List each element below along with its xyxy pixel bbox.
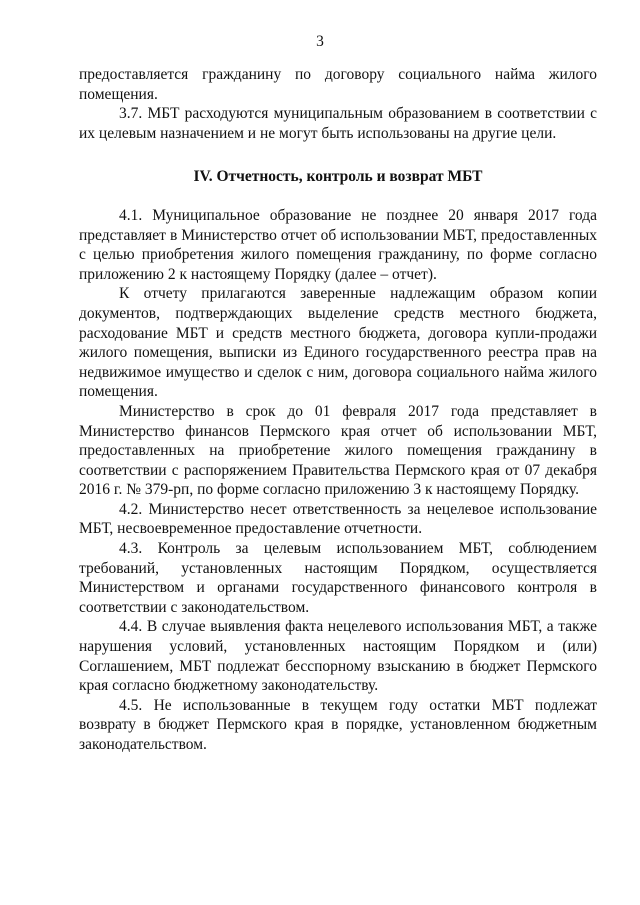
- paragraph-3-7: 3.7. МБТ расходуются муниципальным образованием в соответствии с их целевым назначением и не могут быть использованы на другие цели.: [79, 105, 597, 142]
- page-number: 3: [316, 33, 324, 50]
- paragraph-4-5: 4.5. Не использованные в текущем году остатки МБТ подлежат возврату в бюджет Пермского края в порядке, установленном бюджетным законодательством.: [79, 696, 597, 753]
- section-heading: IV. Отчетность, контроль и возврат МБТ: [193, 168, 483, 186]
- paragraph-4-3: 4.3. Контроль за целевым использованием МБТ, соблюдением требований, установленных настоящим Порядком, осуществляется Министерством и органами государственного финансового контроля в соответствии с законодательством.: [79, 540, 597, 616]
- document-body: [79, 65, 597, 755]
- paragraph-4-4: 4.4. В случае выявления факта нецелевого использования МБТ, а также нарушения условий, установленных настоящим Порядком и (или) Соглашением, МБТ подлежат бесспорному взысканию в бюджет Пермского края согласно бюджетному законодательству.: [79, 618, 597, 695]
- paragraph-ministry-report: Министерство в срок до 01 февраля 2017 года представляет в Министерство финансов Пермского края отчет об использовании МБТ, предоставленных на приобретение жилого помещения гражданину в соответствии с распоряжением Правительства Пермского края от 07 декабря 2016 г. № 379-рп, по форме согласно приложению 3 к настоящему Порядку.: [79, 402, 597, 499]
- paragraph-continuation: предоставляется гражданину по договору социального найма жилого помещения.: [79, 66, 597, 103]
- paragraph-4-2: 4.2. Министерство несет ответственность за нецелевое использование МБТ, несвоевременное предоставление отчетности.: [79, 500, 597, 538]
- paragraph-report-attachments: К отчету прилагаются заверенные надлежащим образом копии документов, подтверждающих выделение средств местного бюджета, расходование МБТ и средств местного бюджета, договора купли-продажи жилого помещения, выписки из Единого государственного реестра прав на недвижимое имущество и сделок с ним, договора социального найма жилого помещения.: [79, 285, 597, 401]
- paragraph-4-1: 4.1. Муниципальное образование не позднее 20 января 2017 года представляет в Министерство отчет об использовании МБТ, предоставленных с целью приобретения жилого помещения гражданину, по форме согласно приложению 2 к настоящему Порядку (далее – отчет).: [79, 206, 597, 283]
